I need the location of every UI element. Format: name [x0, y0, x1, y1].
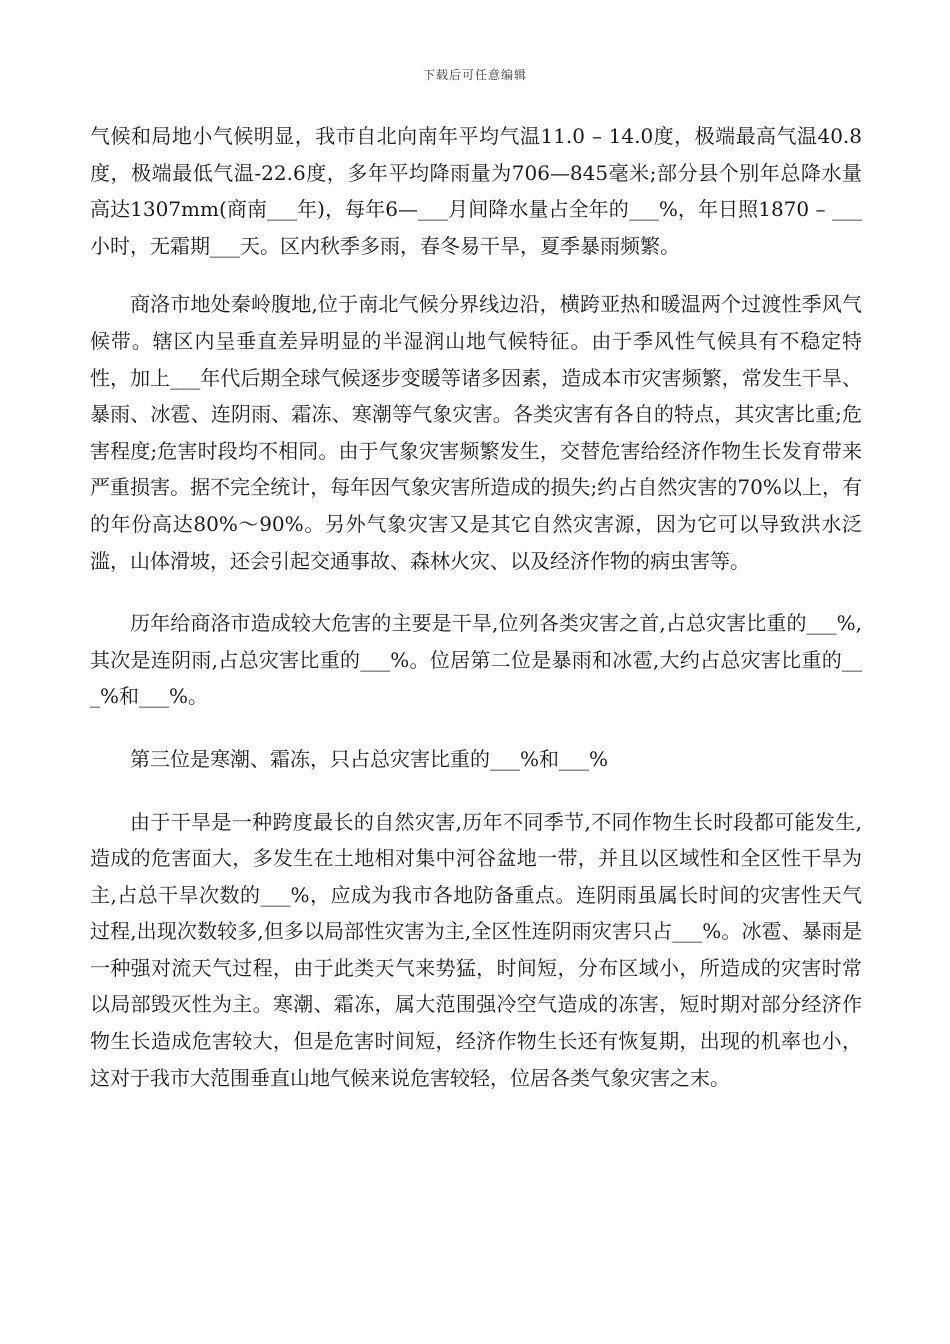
- document-body: [90, 118, 862, 1122]
- paragraph-drought-analysis: 由于干旱是一种跨度最长的自然灾害,历年不同季节,不同作物生长时段都可能发生,造成的危害面大，多发生在土地相对集中河谷盆地一带，并且以区域性和全区性干旱为主,占总干旱次数的___%，应成为我市各地防备重点。连阴雨虽属长时间的灾害性天气过程,出现次数较多,但多以局部性灾害为主,全区性连阴雨灾害只占___%。冰雹、暴雨是一种强对流天气过程，由于此类天气来势猛，时间短，分布区域小，所造成的灾害时常以局部毁灭性为主。寒潮、霜冻，属大范围强冷空气造成的冻害，短时期对部分经济作物生长造成危害较大，但是危害时间短，经济作物生长还有恢复期，出现的机率也小，这对于我市大范围垂直山地气候来说危害较轻，位居各类气象灾害之末。: [90, 809, 862, 1090]
- page-header: 下载后可任意编辑: [422, 68, 527, 82]
- paragraph-climate-stats: 气候和局地小气候明显，我市自北向南年平均气温11.0 – 14.0度，极端最高气温40.8度，极端最低气温-22.6度，多年平均降雨量为706—845毫米;部分县个别年总降水量高达1307mm(商南___年)，每年6—___月间降水量占全年的___%，年日照1870 – ___小时，无霜期___天。区内秋季多雨，春冬易干旱，夏季暴雨频繁。: [90, 124, 862, 258]
- paragraph-disaster-overview: 商洛市地处秦岭腹地,位于南北气候分界线边沿，横跨亚热和暖温两个过渡性季风气候带。辖区内呈垂直差异明显的半湿润山地气候特征。由于季风性气候具有不稳定特性，加上___年代后期全球气候逐步变暖等诸多因素，造成本市灾害频繁，常发生干旱、暴雨、冰雹、连阴雨、霜冻、寒潮等气象灾害。各类灾害有各自的特点，其灾害比重;危害程度;危害时段均不相同。由于气象灾害频繁发生，交替危害给经济作物生长发育带来严重损害。据不完全统计，每年因气象灾害所造成的损失;约占自然灾害的70%以上，有的年份高达80%～90%。另外气象灾害又是其它自然灾害源，因为它可以导致洪水泛滥，山体滑坡，还会引起交通事故、森林火灾、以及经济作物的病虫害等。: [90, 292, 862, 573]
- paragraph-cold-wave-ranking: 第三位是寒潮、霜冻，只占总灾害比重的___%和___%: [130, 746, 609, 771]
- paragraph-drought-ranking: 历年给商洛市造成较大危害的主要是干旱,位列各类灾害之首,占总灾害比重的___%,其次是连阴雨,占总灾害比重的___%。位居第二位是暴雨和冰雹,大约占总灾害比重的___%和___%。: [90, 611, 862, 709]
